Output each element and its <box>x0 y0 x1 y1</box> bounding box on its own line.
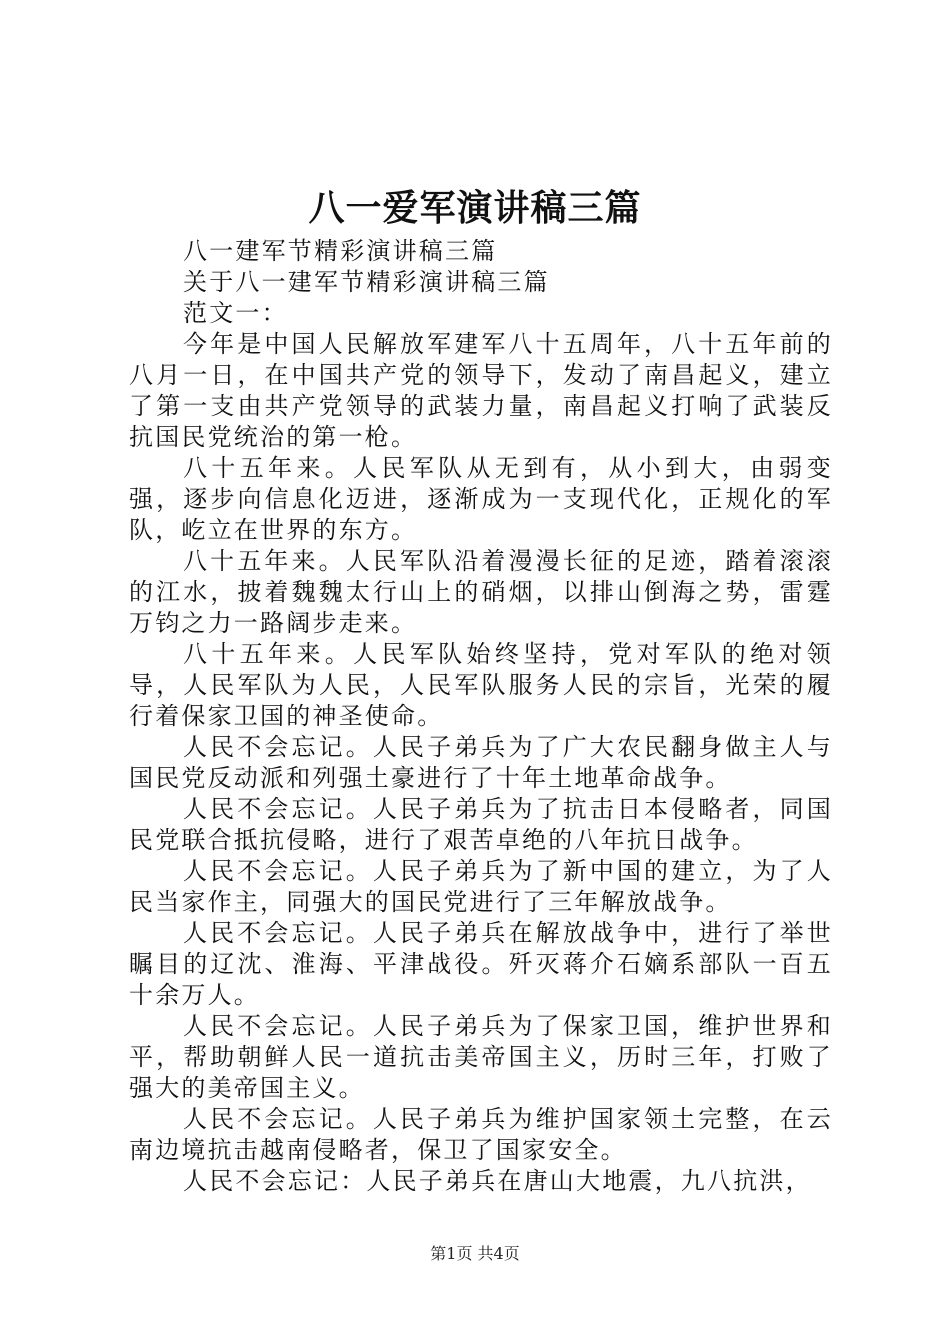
paragraph: 范文一： <box>183 299 288 327</box>
paragraph: 人民不会忘记。人民子弟兵为了新中国的建立，为了人民当家作主，同强大的国民党进行了三年解放战争。 <box>129 857 833 916</box>
document-body <box>129 236 833 1197</box>
paragraph: 八一建军节精彩演讲稿三篇 <box>183 237 498 265</box>
paragraph: 八十五年来。人民军队沿着漫漫长征的足迹，踏着滚滚的江水，披着魏魏太行山上的硝烟，以排山倒海之势，雷霆万钧之力一路阔步走来。 <box>129 547 833 637</box>
paragraph: 人民不会忘记。人民子弟兵为了广大农民翻身做主人与国民党反动派和列强土豪进行了十年土地革命战争。 <box>129 733 833 792</box>
paragraph: 人民不会忘记。人民子弟兵为了抗击日本侵略者，同国民党联合抵抗侵略，进行了艰苦卓绝的八年抗日战争。 <box>129 795 833 854</box>
paragraph: 今年是中国人民解放军建军八十五周年，八十五年前的八月一日，在中国共产党的领导下，发动了南昌起义，建立了第一支由共产党领导的武装力量，南昌起义打响了武装反抗国民党统治的第一枪。 <box>129 330 833 451</box>
paragraph: 人民不会忘记：人民子弟兵在唐山大地震，九八抗洪， <box>183 1167 812 1195</box>
paragraph: 人民不会忘记。人民子弟兵为维护国家领土完整，在云南边境抗击越南侵略者，保卫了国家安全。 <box>129 1105 833 1164</box>
paragraph: 人民不会忘记。人民子弟兵在解放战争中，进行了举世瞩目的辽沈、淮海、平津战役。歼灭蒋介石嫡系部队一百五十余万人。 <box>129 919 833 1009</box>
paragraph: 八十五年来。人民军队从无到有，从小到大，由弱变强，逐步向信息化迈进，逐渐成为一支现代化，正规化的军队，屹立在世界的东方。 <box>129 454 833 544</box>
page-number: 第1页 共4页 <box>430 1244 520 1263</box>
paragraph: 人民不会忘记。人民子弟兵为了保家卫国，维护世界和平，帮助朝鲜人民一道抗击美帝国主义，历时三年，打败了强大的美帝国主义。 <box>129 1012 833 1102</box>
page-footer <box>0 1243 950 1265</box>
paragraph: 关于八一建军节精彩演讲稿三篇 <box>183 268 550 296</box>
paragraph: 八十五年来。人民军队始终坚持，党对军队的绝对领导，人民军队为人民，人民军队服务人民的宗旨，光荣的履行着保家卫国的神圣使命。 <box>129 640 833 730</box>
document-title: 八一爱军演讲稿三篇 <box>308 187 642 229</box>
